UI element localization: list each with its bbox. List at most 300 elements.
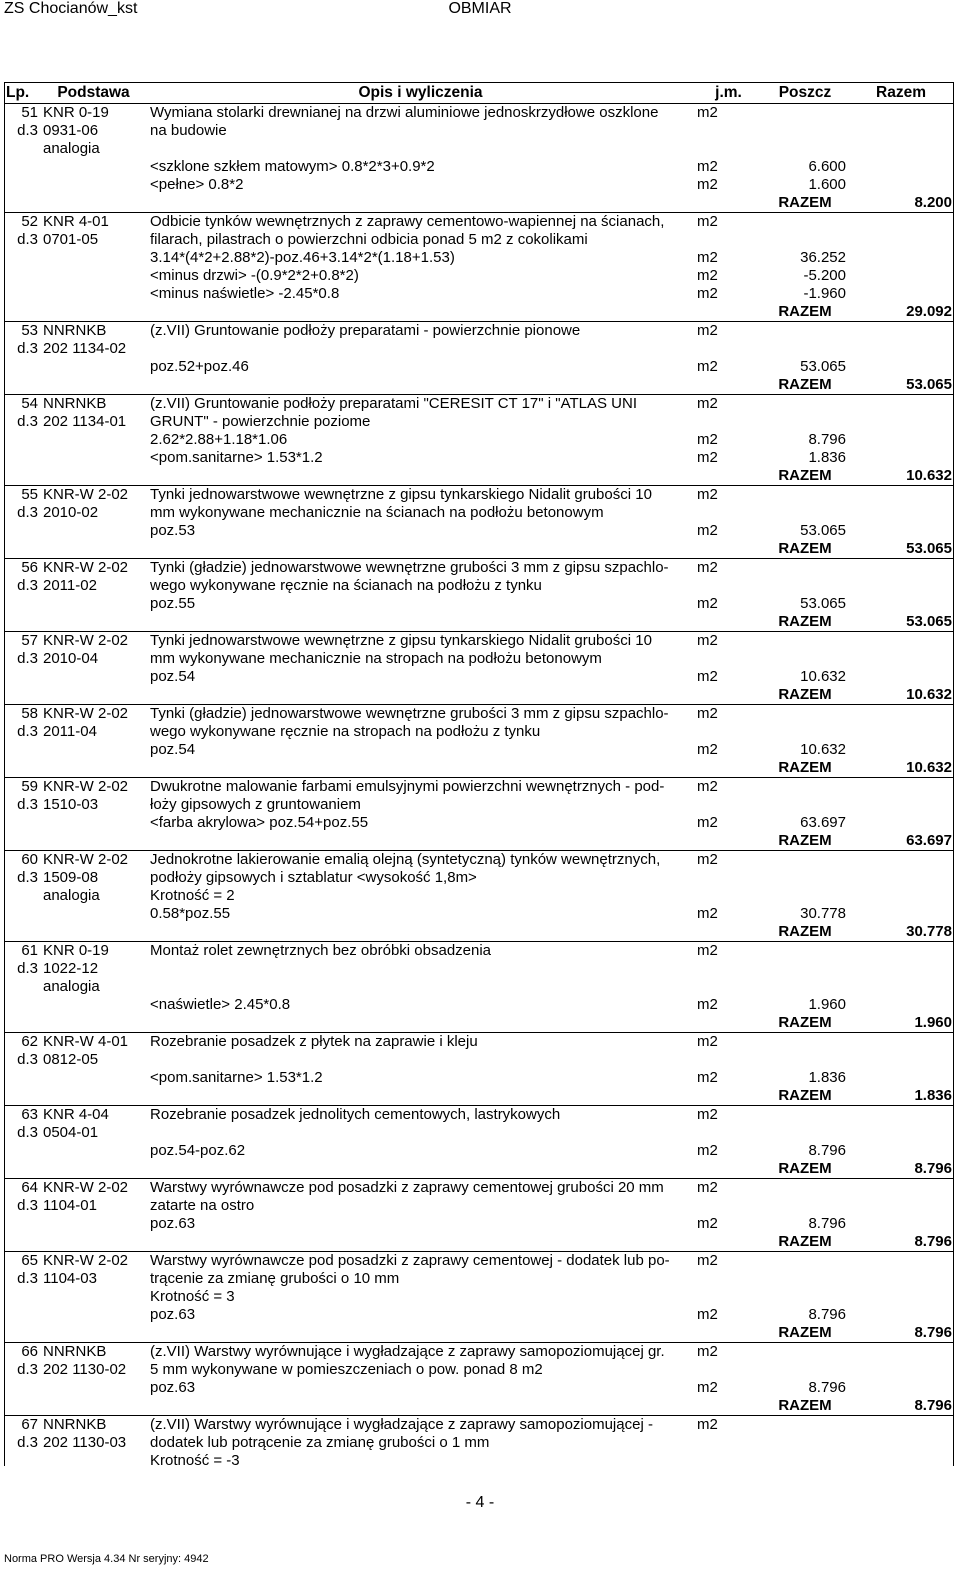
file-name: ZS Chocianów_kst: [4, 0, 138, 17]
razem-row: [4, 1014, 954, 1033]
empty-cell: [4, 741, 41, 759]
empty-cell: [762, 942, 848, 961]
empty-cell: [4, 267, 41, 285]
item-prefix: d.3: [17, 869, 38, 886]
item-unit: m2: [697, 1106, 718, 1123]
empty-cell: [762, 650, 848, 668]
item-prefix: d.3: [17, 1051, 38, 1068]
item-unit: m2: [697, 104, 718, 121]
empty-cell: [41, 1142, 146, 1160]
empty-cell: [146, 194, 695, 213]
razem-row: [4, 303, 954, 322]
item-number: 62: [21, 1033, 38, 1050]
calc-unit: m2: [697, 595, 718, 612]
empty-cell: [146, 759, 695, 778]
empty-cell: [762, 213, 848, 232]
empty-cell: [848, 1051, 954, 1069]
table-header-row: [4, 83, 954, 104]
empty-cell: [848, 978, 954, 996]
empty-cell: [762, 960, 848, 978]
item-row: [4, 1288, 954, 1306]
empty-cell: [762, 559, 848, 578]
empty-cell: [146, 303, 695, 322]
empty-cell: [848, 905, 954, 923]
item-number: 59: [21, 778, 38, 795]
item-prefix: d.3: [17, 1197, 38, 1214]
razem-row: [4, 613, 954, 632]
item-basis: 0812-05: [43, 1051, 99, 1068]
razem-label: RAZEM: [762, 194, 848, 213]
empty-cell: [146, 923, 695, 942]
empty-cell: [762, 1106, 848, 1125]
empty-cell: [41, 449, 146, 467]
razem-row: [4, 1397, 954, 1416]
empty-cell: [4, 814, 41, 832]
empty-cell: [762, 1288, 848, 1306]
calc-unit: m2: [697, 358, 718, 375]
item-row: [4, 122, 954, 140]
item-basis: KNR-W 2-02: [43, 705, 129, 722]
item-unit: m2: [697, 322, 718, 339]
item-basis: KNR-W 2-02: [43, 486, 129, 503]
empty-cell: [4, 1452, 41, 1470]
razem-label: RAZEM: [762, 686, 848, 705]
empty-cell: [4, 140, 41, 158]
empty-cell: [695, 686, 762, 705]
razem-row: [4, 1233, 954, 1252]
empty-cell: [41, 358, 146, 376]
empty-cell: [762, 231, 848, 249]
empty-cell: [41, 176, 146, 194]
item-row: [4, 705, 954, 724]
calc-formula: poz.54-poz.62: [150, 1142, 246, 1159]
razem-total: 10.632: [848, 686, 954, 705]
calc-row: [4, 285, 954, 303]
item-prefix: d.3: [17, 796, 38, 813]
empty-cell: [848, 996, 954, 1014]
empty-cell: [695, 759, 762, 778]
empty-cell: [848, 1106, 954, 1125]
empty-cell: [762, 1343, 848, 1362]
razem-row: [4, 832, 954, 851]
calc-value: 6.600: [808, 158, 846, 175]
razem-label: RAZEM: [762, 467, 848, 486]
column-header-subtotal: Poszcz: [762, 83, 848, 104]
calc-unit: m2: [697, 158, 718, 175]
razem-label: RAZEM: [762, 1324, 848, 1343]
item-row: [4, 395, 954, 414]
item-row: [4, 942, 954, 961]
empty-cell: [848, 158, 954, 176]
empty-cell: [695, 1361, 762, 1379]
empty-cell: [762, 778, 848, 797]
empty-cell: [695, 1397, 762, 1416]
empty-cell: [848, 340, 954, 358]
item-number: 63: [21, 1106, 38, 1123]
empty-cell: [695, 832, 762, 851]
empty-cell: [41, 686, 146, 705]
empty-cell: [848, 705, 954, 724]
calc-formula: <farba akrylowa> poz.54+poz.55: [150, 814, 369, 831]
empty-cell: [848, 504, 954, 522]
empty-cell: [41, 1087, 146, 1106]
item-basis: 202 1130-02: [43, 1361, 127, 1378]
empty-cell: [848, 231, 954, 249]
empty-cell: [41, 540, 146, 559]
empty-cell: [848, 449, 954, 467]
item-basis: KNR 4-04: [43, 1106, 109, 1123]
empty-cell: [695, 140, 762, 158]
item-basis: 202 1130-03: [43, 1434, 127, 1451]
empty-cell: [695, 504, 762, 522]
empty-cell: [848, 1270, 954, 1288]
item-description: Odbicie tynków wewnętrznych z zaprawy cementowo-wapiennej na ścianach,: [150, 213, 665, 230]
document-title: OBMIAR: [448, 0, 512, 17]
item-number: 54: [21, 395, 38, 412]
empty-cell: [695, 613, 762, 632]
razem-total: 8.796: [848, 1160, 954, 1179]
item-basis: 0504-01: [43, 1124, 99, 1141]
calc-formula: poz.54: [150, 741, 196, 758]
empty-cell: [695, 1452, 762, 1470]
empty-cell: [848, 267, 954, 285]
empty-cell: [762, 1197, 848, 1215]
item-number: 55: [21, 486, 38, 503]
empty-cell: [146, 1324, 695, 1343]
empty-cell: [848, 413, 954, 431]
empty-cell: [695, 1270, 762, 1288]
empty-cell: [848, 887, 954, 905]
empty-cell: [695, 1434, 762, 1452]
empty-cell: [848, 796, 954, 814]
item-description: Tynki (gładzie) jednowarstwowe wewnętrzne grubości 3 mm z gipsu szpachlo-: [150, 559, 669, 576]
calc-value: 8.796: [808, 1215, 846, 1232]
item-unit: m2: [697, 213, 718, 230]
empty-cell: [848, 1434, 954, 1452]
calc-value: 30.778: [800, 905, 846, 922]
calc-formula: poz.55: [150, 595, 196, 612]
empty-cell: [762, 140, 848, 158]
calc-row: [4, 267, 954, 285]
empty-cell: [41, 923, 146, 942]
empty-cell: [41, 522, 146, 540]
empty-cell: [762, 632, 848, 651]
empty-cell: [848, 577, 954, 595]
razem-total: 29.092: [848, 303, 954, 322]
calc-value: 53.065: [800, 358, 846, 375]
empty-cell: [4, 376, 41, 395]
calc-formula: poz.63: [150, 1379, 196, 1396]
empty-cell: [41, 741, 146, 759]
empty-cell: [762, 577, 848, 595]
calc-row: [4, 176, 954, 194]
empty-cell: [762, 340, 848, 358]
empty-cell: [41, 832, 146, 851]
empty-cell: [4, 1324, 41, 1343]
empty-cell: [4, 1160, 41, 1179]
item-unit: m2: [697, 1416, 718, 1433]
item-basis: KNR-W 4-01: [43, 1033, 129, 1050]
empty-cell: [4, 1306, 41, 1324]
empty-cell: [848, 869, 954, 887]
item-description: GRUNT" - powierzchnie poziome: [150, 413, 371, 430]
item-row: [4, 1343, 954, 1362]
item-row: [4, 504, 954, 522]
item-row: [4, 887, 954, 905]
empty-cell: [146, 1014, 695, 1033]
item-description: Krotność = 3: [150, 1288, 235, 1305]
empty-cell: [695, 1197, 762, 1215]
calc-value: 63.697: [800, 814, 846, 831]
empty-cell: [848, 1197, 954, 1215]
item-basis: KNR-W 2-02: [43, 632, 129, 649]
empty-cell: [848, 1379, 954, 1397]
item-prefix: d.3: [17, 1270, 38, 1287]
item-description: filarach, pilastrach o powierzchni odbicia ponad 5 m2 z cokolikami: [150, 231, 588, 248]
empty-cell: [41, 996, 146, 1014]
empty-cell: [4, 158, 41, 176]
empty-cell: [4, 1397, 41, 1416]
item-row: [4, 723, 954, 741]
empty-cell: [762, 504, 848, 522]
item-basis: analogia: [43, 887, 100, 904]
calc-value: 1.960: [808, 996, 846, 1013]
item-basis: 202 1134-01: [43, 413, 127, 430]
empty-cell: [762, 1051, 848, 1069]
calc-row: [4, 249, 954, 267]
item-basis: NNRNKB: [43, 395, 107, 412]
item-description: [146, 140, 695, 158]
empty-cell: [762, 122, 848, 140]
empty-cell: [762, 705, 848, 724]
item-basis: 1022-12: [43, 960, 99, 977]
empty-cell: [4, 449, 41, 467]
empty-cell: [848, 942, 954, 961]
calc-row: [4, 1142, 954, 1160]
item-basis: KNR-W 2-02: [43, 1252, 129, 1269]
empty-cell: [695, 796, 762, 814]
item-unit: m2: [697, 1343, 718, 1360]
item-basis: analogia: [43, 978, 100, 995]
calc-formula: <pom.sanitarne> 1.53*1.2: [150, 449, 323, 466]
razem-row: [4, 376, 954, 395]
empty-cell: [848, 140, 954, 158]
empty-cell: [41, 1014, 146, 1033]
calc-value: 8.796: [808, 1379, 846, 1396]
calc-formula: poz.54: [150, 668, 196, 685]
item-prefix: d.3: [17, 340, 38, 357]
calc-unit: m2: [697, 1379, 718, 1396]
calc-value: 36.252: [800, 249, 846, 266]
calc-unit: m2: [697, 1306, 718, 1323]
empty-cell: [762, 1416, 848, 1435]
empty-cell: [762, 1270, 848, 1288]
empty-cell: [4, 759, 41, 778]
empty-cell: [695, 413, 762, 431]
empty-cell: [848, 1179, 954, 1198]
item-number: 58: [21, 705, 38, 722]
empty-cell: [4, 303, 41, 322]
item-row: [4, 413, 954, 431]
calc-formula: 2.62*2.88+1.18*1.06: [150, 431, 288, 448]
item-description: zatarte na ostro: [150, 1197, 255, 1214]
item-prefix: d.3: [17, 1434, 38, 1451]
calc-formula: <naświetle> 2.45*0.8: [150, 996, 291, 1013]
calc-row: [4, 814, 954, 832]
calc-row: [4, 158, 954, 176]
item-row: [4, 213, 954, 232]
empty-cell: [848, 1343, 954, 1362]
calc-row: [4, 905, 954, 923]
item-basis: KNR 0-19: [43, 942, 109, 959]
empty-cell: [4, 613, 41, 632]
empty-cell: [41, 158, 146, 176]
calc-formula: <szklone szkłem matowym> 0.8*2*3+0.9*2: [150, 158, 435, 175]
calc-formula: poz.63: [150, 1215, 196, 1232]
empty-cell: [146, 540, 695, 559]
calc-row: [4, 522, 954, 540]
empty-cell: [848, 1069, 954, 1087]
calc-formula: <pom.sanitarne> 1.53*1.2: [150, 1069, 323, 1086]
empty-cell: [695, 1324, 762, 1343]
calc-row: [4, 595, 954, 613]
empty-cell: [695, 650, 762, 668]
item-row: [4, 577, 954, 595]
empty-cell: [762, 796, 848, 814]
empty-cell: [695, 1051, 762, 1069]
empty-cell: [41, 1215, 146, 1233]
item-basis: 1104-03: [43, 1270, 97, 1287]
item-description: Tynki jednowarstwowe wewnętrzne z gipsu tynkarskiego Nidalit grubości 10: [150, 632, 652, 649]
empty-cell: [848, 1215, 954, 1233]
empty-cell: [4, 1069, 41, 1087]
empty-cell: [762, 486, 848, 505]
razem-label: RAZEM: [762, 1087, 848, 1106]
item-description: Tynki jednowarstwowe wewnętrzne z gipsu tynkarskiego Nidalit grubości 10: [150, 486, 652, 503]
razem-label: RAZEM: [762, 1397, 848, 1416]
empty-cell: [695, 577, 762, 595]
calc-value: 10.632: [800, 668, 846, 685]
item-description: Tynki (gładzie) jednowarstwowe wewnętrzne grubości 3 mm z gipsu szpachlo-: [150, 705, 669, 722]
empty-cell: [762, 1434, 848, 1452]
empty-cell: [695, 340, 762, 358]
item-description: Jednokrotne lakierowanie emalią olejną (syntetyczną) tynków wewnętrznych,: [150, 851, 661, 868]
item-basis: 2010-02: [43, 504, 99, 521]
empty-cell: [4, 905, 41, 923]
item-row: [4, 1270, 954, 1288]
item-description: [146, 340, 695, 358]
empty-cell: [695, 1124, 762, 1142]
empty-cell: [41, 431, 146, 449]
item-number: 51: [21, 104, 38, 121]
empty-cell: [146, 376, 695, 395]
empty-cell: [848, 960, 954, 978]
empty-cell: [4, 923, 41, 942]
item-prefix: d.3: [17, 504, 38, 521]
empty-cell: [848, 358, 954, 376]
empty-cell: [4, 540, 41, 559]
calc-unit: m2: [697, 996, 718, 1013]
item-number: 56: [21, 559, 38, 576]
item-basis: 0931-06: [43, 122, 99, 139]
empty-cell: [4, 431, 41, 449]
item-basis: 202 1134-02: [43, 340, 127, 357]
item-description: Rozebranie posadzek jednolitych cementowych, lastrykowych: [150, 1106, 561, 1123]
razem-label: RAZEM: [762, 1160, 848, 1179]
item-prefix: d.3: [17, 413, 38, 430]
razem-label: RAZEM: [762, 540, 848, 559]
calc-value: -1.960: [803, 285, 846, 302]
razem-label: RAZEM: [762, 303, 848, 322]
empty-cell: [848, 213, 954, 232]
calc-formula: <minus naświetle> -2.45*0.8: [150, 285, 340, 302]
calc-formula: <pełne> 0.8*2: [150, 176, 244, 193]
calc-unit: m2: [697, 522, 718, 539]
item-description: podłoży gipsowych i sztablatur <wysokość 1,8m>: [150, 869, 477, 886]
empty-cell: [41, 1306, 146, 1324]
empty-cell: [4, 176, 41, 194]
item-description: Warstwy wyrównawcze pod posadzki z zaprawy cementowej grubości 20 mm: [150, 1179, 664, 1196]
item-description: dodatek lub potrącenie za zmianę grubości o 1 mm: [150, 1434, 490, 1451]
empty-cell: [41, 1233, 146, 1252]
empty-cell: [695, 960, 762, 978]
calc-value: 10.632: [800, 741, 846, 758]
razem-label: RAZEM: [762, 613, 848, 632]
empty-cell: [4, 467, 41, 486]
empty-cell: [41, 905, 146, 923]
item-description: (z.VII) Warstwy wyrównujące i wygładzające z zaprawy samopoziomującej -: [150, 1416, 653, 1433]
empty-cell: [4, 1379, 41, 1397]
item-unit: m2: [697, 942, 718, 959]
item-description: [146, 1124, 695, 1142]
razem-total: 53.065: [848, 376, 954, 395]
item-unit: m2: [697, 705, 718, 722]
item-row: [4, 778, 954, 797]
item-number: 53: [21, 322, 38, 339]
item-description: 5 mm wykonywane w pomieszczeniach o pow. ponad 8 m2: [150, 1361, 543, 1378]
razem-total: 53.065: [848, 540, 954, 559]
empty-cell: [848, 559, 954, 578]
item-description: (z.VII) Gruntowanie podłoży preparatami "CERESIT CT 17" i "ATLAS UNI: [150, 395, 637, 412]
item-description: wego wykonywane ręcznie na ścianach na podłożu z tynku: [150, 577, 542, 594]
item-row: [4, 1179, 954, 1198]
calc-formula: poz.63: [150, 1306, 196, 1323]
empty-cell: [848, 778, 954, 797]
item-prefix: d.3: [17, 1361, 38, 1378]
item-unit: m2: [697, 1033, 718, 1050]
item-description: wego wykonywane ręcznie na stropach na podłożu z tynku: [150, 723, 541, 740]
empty-cell: [848, 851, 954, 870]
item-row: [4, 1197, 954, 1215]
empty-cell: [4, 595, 41, 613]
item-number: 64: [21, 1179, 38, 1196]
calc-value: 1.836: [808, 1069, 846, 1086]
item-description: Dwukrotne malowanie farbami emulsyjnymi powierzchni wewnętrznych - pod-: [150, 778, 665, 795]
empty-cell: [41, 303, 146, 322]
empty-cell: [146, 467, 695, 486]
item-prefix: d.3: [17, 960, 38, 977]
item-basis: KNR-W 2-02: [43, 559, 129, 576]
razem-total: 1.960: [848, 1014, 954, 1033]
empty-cell: [4, 887, 41, 905]
item-row: [4, 650, 954, 668]
calc-formula: 3.14*(4*2+2.88*2)-poz.46+3.14*2*(1.18+1.53): [150, 249, 455, 266]
razem-total: 10.632: [848, 467, 954, 486]
item-basis: KNR-W 2-02: [43, 1179, 129, 1196]
razem-total: 8.796: [848, 1233, 954, 1252]
empty-cell: [4, 194, 41, 213]
empty-cell: [762, 1124, 848, 1142]
